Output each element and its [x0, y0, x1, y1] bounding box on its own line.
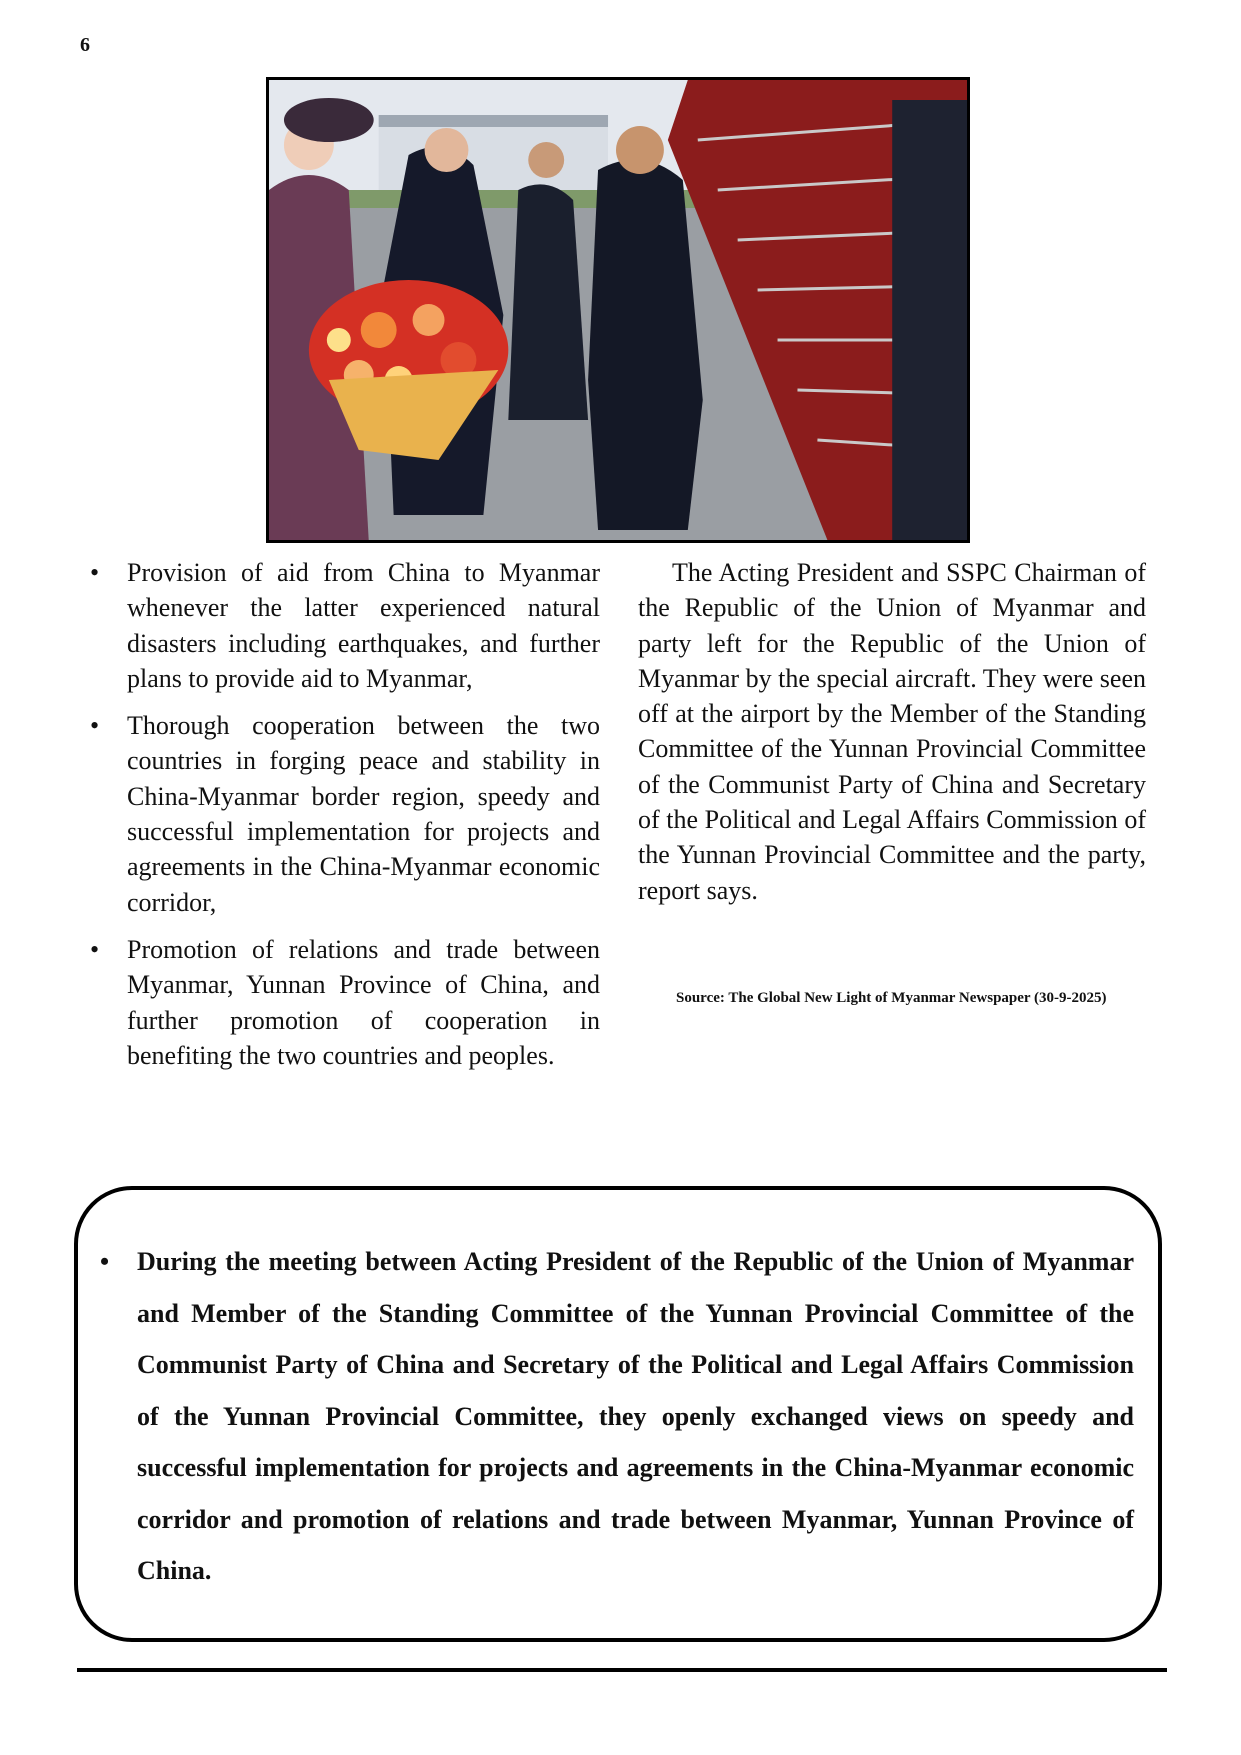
bullet-list: [88, 555, 600, 1073]
highlight-box-text: • During the meeting between Acting President of the Republic of the Union of Myanmar and Member of the Standing Committee of the Yunnan Provincial Committee of the Communist Party of China and Secretary of the Political and Legal Affairs Commission of the Yunnan Provincial Committee, they openly exchanged views on speedy and successful implementation for projects and agreements in the China-Myanmar economic corridor and promotion of relations and trade between Myanmar, Yunnan Province of China.: [94, 1236, 1134, 1597]
departure-paragraph: The Acting President and SSPC Chairman of the Republic of the Union of Myanmar and party left for the Republic of the Union of Myanmar by the special aircraft. They were seen off at the airport by the Member of the Standing Committee of the Yunnan Provincial Committee of the Communist Party of China and Secretary of the Political and Legal Affairs Commission of the Yunnan Provincial Committee and the party, report says.: [638, 558, 1146, 905]
photo-illustration: [269, 80, 967, 540]
bullet-item-cooperation: • Thorough cooperation between the two countries in forging peace and stability in China-Myanmar border region, speedy and successful implementation for projects and agreements in the China-Myanmar economic corridor,: [88, 708, 600, 920]
page-number: 6: [80, 34, 90, 56]
left-column: [88, 555, 600, 1085]
news-photo: [266, 77, 970, 543]
bullet-item-trade: • Promotion of relations and trade between Myanmar, Yunnan Province of China, and further promotion of cooperation in benefiting the two countries and peoples.: [88, 932, 600, 1073]
footer-divider: [77, 1668, 1167, 1672]
right-column: [638, 555, 1146, 908]
bullet-item-aid: • Provision of aid from China to Myanmar whenever the latter experienced natural disasters including earthquakes, and further plans to provide aid to Myanmar,: [88, 555, 600, 696]
source-citation: Source: The Global New Light of Myanmar Newspaper (30-9-2025): [676, 990, 1107, 1006]
